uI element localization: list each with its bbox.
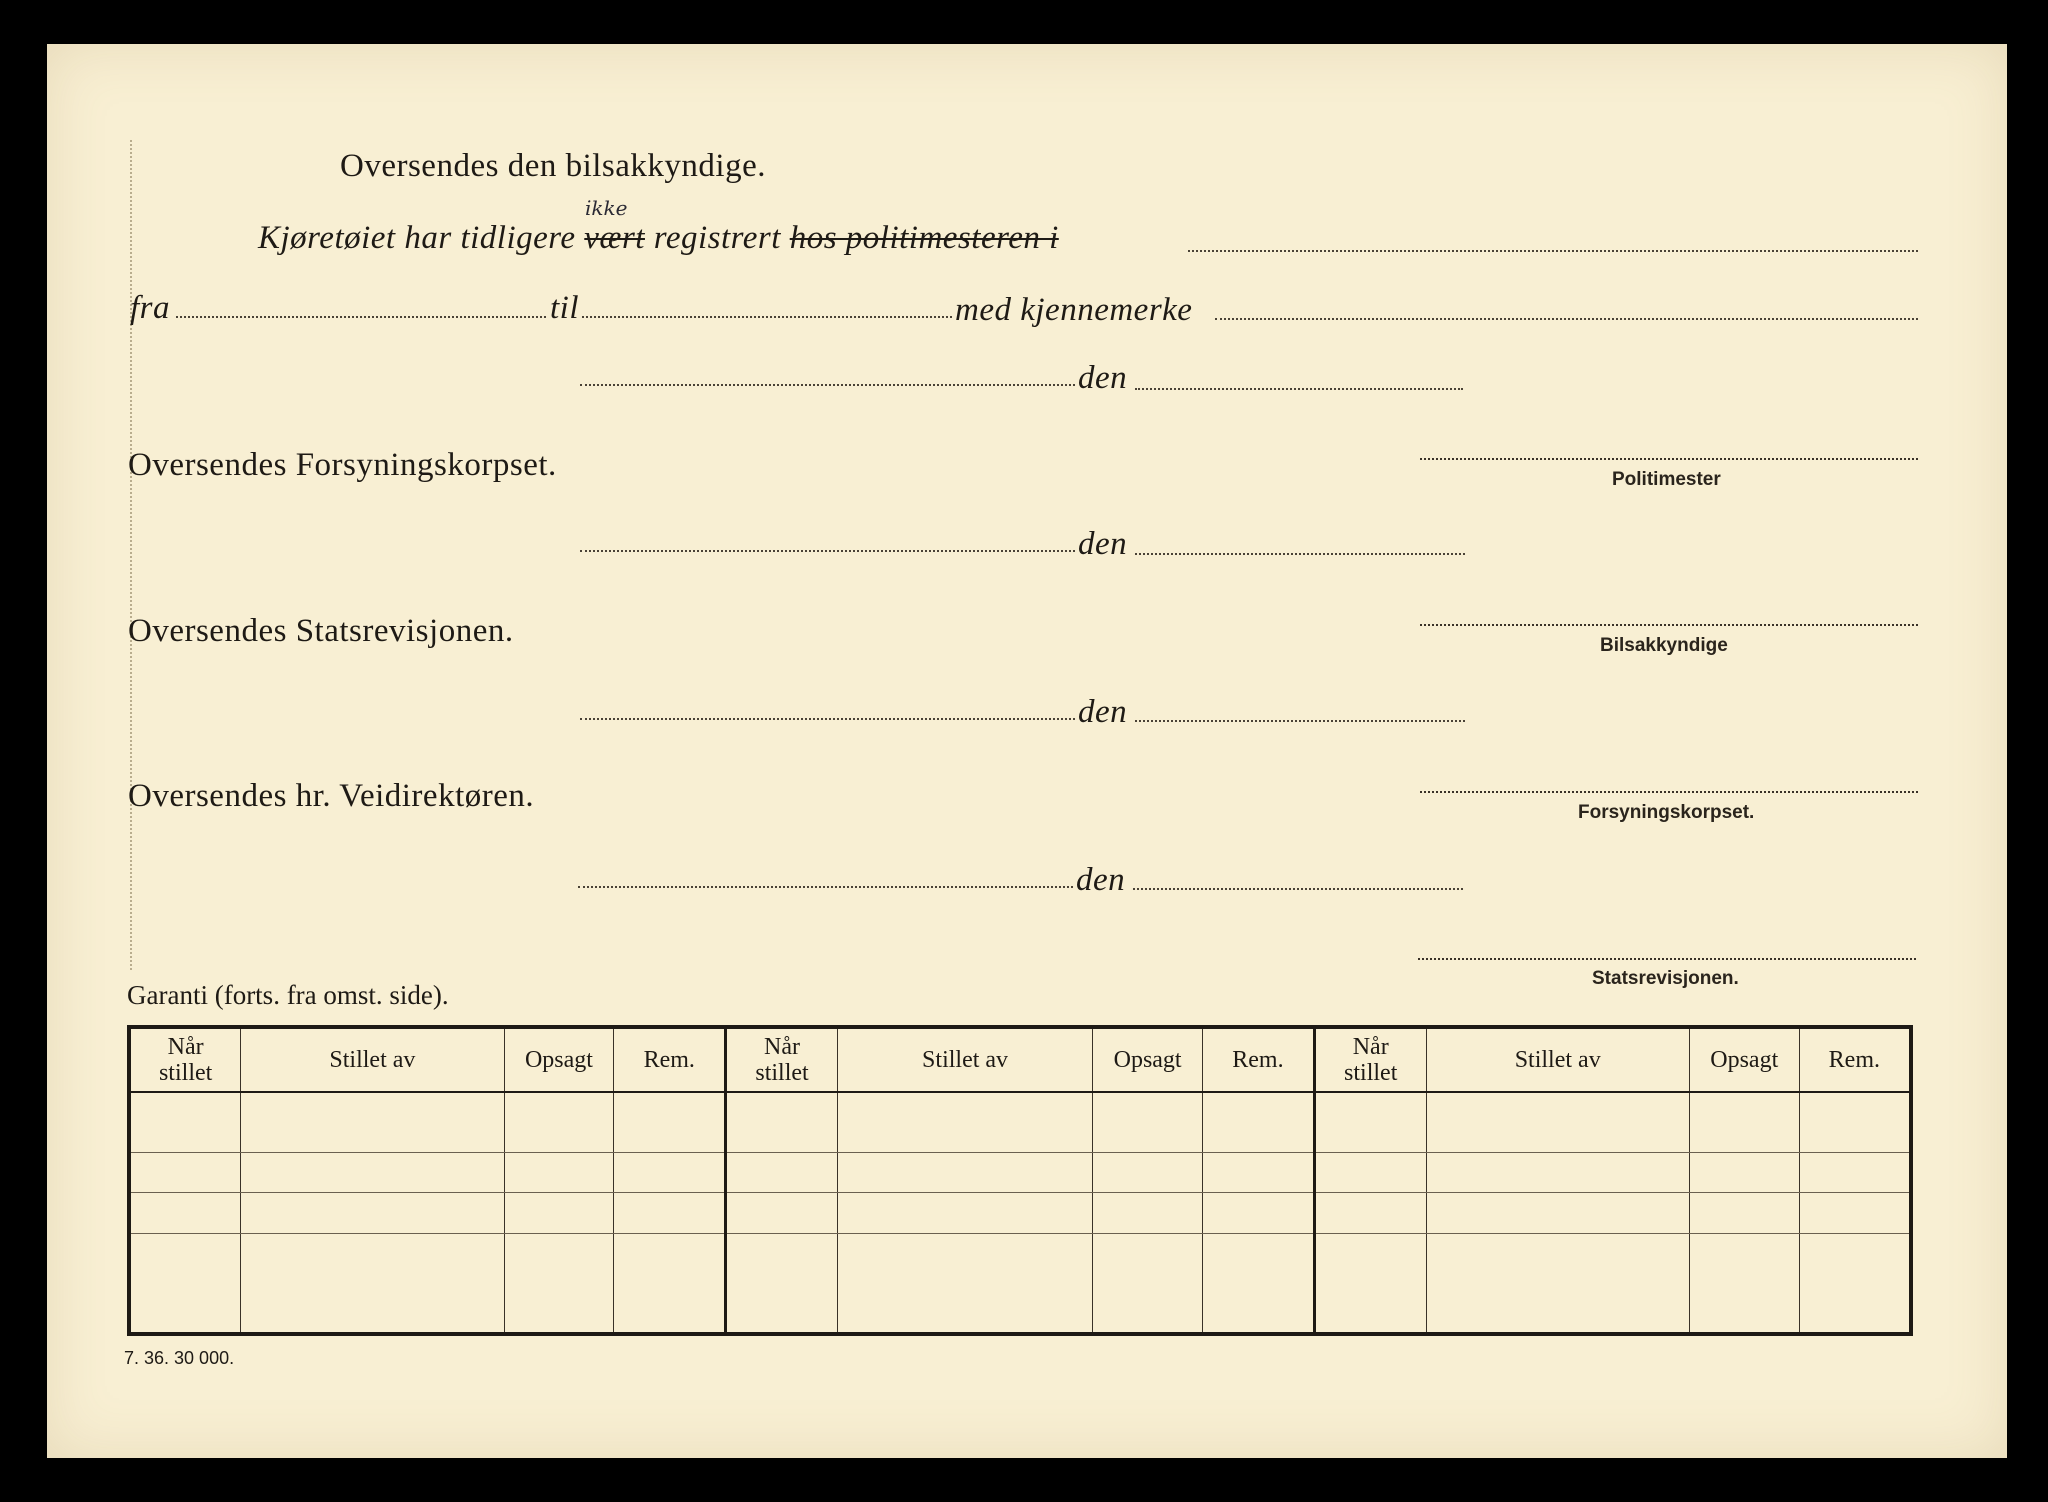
registration-line: [258, 220, 1059, 257]
col-opsagt: Opsagt: [1093, 1027, 1203, 1092]
registration-word: registrert: [653, 220, 781, 256]
date-field-3[interactable]: [1135, 720, 1465, 722]
handwritten-ikke: ikke: [585, 196, 628, 220]
print-code: 7. 36. 30 000.: [124, 1348, 235, 1368]
kjennemerke-label: med kjennemerke: [955, 292, 1193, 328]
table-header-row: [129, 1027, 1911, 1092]
col-rem: Rem.: [1799, 1027, 1911, 1092]
fra-label: fra: [130, 290, 171, 326]
registration-prefix: Kjøretøiet har tidligere: [258, 220, 576, 256]
place-field-4[interactable]: [578, 886, 1073, 888]
bilsakkyndige-label: Bilsakkyndige: [1600, 635, 1728, 656]
den-label-2: den: [1078, 526, 1128, 562]
col-opsagt: Opsagt: [1689, 1027, 1799, 1092]
den-label-1: den: [1078, 360, 1128, 396]
til-field[interactable]: [582, 316, 952, 318]
table-row[interactable]: [129, 1233, 1911, 1334]
kjennemerke-field[interactable]: [1215, 318, 1918, 320]
bilsakkyndige-signature-line[interactable]: [1420, 624, 1918, 626]
table-row[interactable]: [129, 1153, 1911, 1193]
date-field-4[interactable]: [1133, 888, 1463, 890]
statsrevisjonen-label: Statsrevisjonen.: [1592, 968, 1739, 989]
heading-statsrevisjonen: Oversendes Statsrevisjonen.: [128, 613, 514, 649]
margin-guide: [130, 140, 132, 970]
col-naar-stillet: Når stillet: [726, 1027, 838, 1092]
col-stillet-av: Stillet av: [241, 1027, 504, 1092]
fra-field[interactable]: [176, 316, 546, 318]
place-field-1[interactable]: [580, 384, 1075, 386]
col-naar-stillet: Når stillet: [1314, 1027, 1426, 1092]
registered-place-field[interactable]: [1188, 250, 1918, 252]
struck-politimester: hos politimesteren i: [789, 220, 1059, 256]
col-stillet-av: Stillet av: [837, 1027, 1092, 1092]
forsyningskorpset-label: Forsyningskorpset.: [1578, 802, 1755, 823]
place-field-2[interactable]: [580, 550, 1075, 552]
col-stillet-av: Stillet av: [1426, 1027, 1689, 1092]
den-label-4: den: [1076, 862, 1126, 898]
table-row[interactable]: [129, 1193, 1911, 1233]
guarantee-caption: Garanti (forts. fra omst. side).: [127, 980, 449, 1010]
heading-veidirektoren: Oversendes hr. Veidirektøren.: [128, 778, 535, 814]
col-rem: Rem.: [1203, 1027, 1315, 1092]
col-rem: Rem.: [614, 1027, 726, 1092]
guarantee-table: [127, 1025, 1913, 1336]
col-opsagt: Opsagt: [504, 1027, 614, 1092]
til-label: til: [550, 290, 580, 326]
politimester-label: Politimester: [1612, 469, 1721, 490]
struck-vaert: vært: [584, 220, 645, 256]
date-field-1[interactable]: [1135, 388, 1463, 390]
table-row[interactable]: [129, 1092, 1911, 1153]
date-field-2[interactable]: [1135, 553, 1465, 555]
politimester-signature-line[interactable]: [1420, 458, 1918, 460]
heading-bilsakkyndige: Oversendes den bilsakkyndige.: [340, 148, 766, 184]
heading-forsyningskorpset: Oversendes Forsyningskorpset.: [128, 447, 557, 483]
col-naar-stillet: Når stillet: [129, 1027, 241, 1092]
forsyningskorpset-signature-line[interactable]: [1420, 791, 1918, 793]
den-label-3: den: [1078, 694, 1128, 730]
statsrevisjonen-signature-line[interactable]: [1418, 958, 1916, 960]
place-field-3[interactable]: [580, 718, 1075, 720]
